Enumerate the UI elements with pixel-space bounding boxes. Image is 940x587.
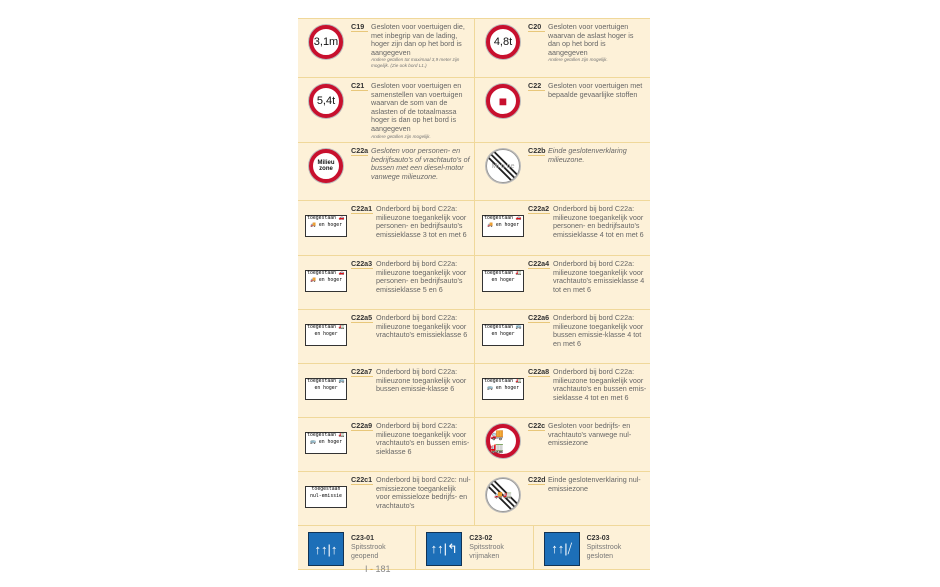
page-label: 181 bbox=[375, 564, 391, 574]
sign-code: C22d bbox=[528, 475, 546, 484]
sign-description bbox=[376, 368, 471, 413]
description-text: Gesloten voor voertuigen waarvan de aslast hoger is dan op het bord is aangegeven bbox=[548, 22, 634, 57]
sign-cell-c21 bbox=[298, 78, 474, 142]
sign-description bbox=[376, 205, 471, 251]
description-text: Gesloten voor voertuigen en samenstellen van voertuigen waarvan de som van de aslasten of de totaalmassa hoger is dan op het bord is aangegeven bbox=[371, 81, 463, 133]
lane-sign-icon: ↑↑|⧸ bbox=[544, 532, 580, 566]
description-text: Einde geslotenverklaring nul-emissiezone bbox=[548, 475, 641, 493]
sign-image bbox=[301, 260, 351, 305]
table-row bbox=[298, 364, 650, 418]
sub-sign-plate-icon: toegestaan 🚌 en hoger bbox=[482, 324, 524, 346]
sign-text bbox=[351, 476, 471, 521]
sign-code: C22a5 bbox=[351, 313, 373, 322]
prohibition-sign-icon: 3,1m bbox=[309, 25, 343, 59]
lane-cell-c23-03 bbox=[533, 526, 650, 569]
sign-cell-c22a6 bbox=[474, 310, 650, 363]
sign-image bbox=[419, 530, 469, 565]
table-row bbox=[298, 418, 650, 472]
table-row bbox=[298, 201, 650, 256]
sign-text bbox=[528, 314, 647, 359]
sign-cell-c22a8 bbox=[474, 364, 650, 417]
sign-code: C23-01 bbox=[351, 535, 374, 542]
sub-sign-plate-icon: toegestaan nul-emissie bbox=[305, 486, 347, 508]
sign-code: C22a1 bbox=[351, 204, 373, 213]
sign-cell-c22a1 bbox=[298, 201, 474, 255]
sign-text bbox=[351, 530, 391, 565]
sign-text bbox=[528, 368, 647, 413]
description-note: Andere getallen zijn mogelijk. bbox=[548, 57, 608, 63]
sign-description: Spitsstrook gesloten bbox=[586, 544, 622, 560]
sign-text bbox=[528, 23, 647, 73]
sign-image bbox=[478, 23, 528, 73]
sign-text bbox=[528, 422, 647, 467]
sign-code: C22b bbox=[528, 146, 546, 155]
sign-cell-c22a3 bbox=[298, 256, 474, 309]
sign-image bbox=[478, 476, 528, 521]
sign-code: C22 bbox=[528, 82, 545, 91]
description-text: Onderbord bij bord C22a: milieuzone toegankelijk voor personen- en bedrijfsauto's emissieklasse 5 en 6 bbox=[376, 259, 467, 294]
sign-text bbox=[528, 147, 647, 196]
sign-description bbox=[376, 260, 471, 305]
description-note: Andere getallen zijn mogelijk. bbox=[371, 133, 431, 139]
sign-image bbox=[478, 147, 528, 196]
sign-cell-c22a4 bbox=[474, 256, 650, 309]
description-text: Onderbord bij bord C22a: milieuzone toegankelijk voor personen- en bedrijfsauto's emissieklasse 3 tot en met 6 bbox=[376, 204, 467, 239]
sign-code: C22a bbox=[351, 146, 369, 155]
table-row bbox=[298, 78, 650, 143]
sub-sign-plate-icon: toegestaan 🚗🚚 en hoger bbox=[482, 215, 524, 237]
end-prohibition-sign-icon: Mi u ne bbox=[486, 149, 520, 183]
sign-description bbox=[548, 23, 647, 73]
sign-cell-c22b bbox=[474, 143, 650, 200]
description-text: Onderbord bij bord C22a: milieuzone toegankelijk voor bussen emissie-klasse 4 tot en met 6 bbox=[553, 313, 644, 348]
lane-cell-c23-02 bbox=[415, 526, 532, 569]
end-prohibition-sign-icon: 🚚🚛 bbox=[486, 478, 520, 512]
sign-code: C23-03 bbox=[586, 535, 610, 542]
sign-text bbox=[528, 205, 647, 251]
sign-image bbox=[537, 530, 587, 565]
sub-sign-plate-icon: toegestaan 🚛 en hoger bbox=[305, 324, 347, 346]
description-text: Onderbord bij bord C22c: nul-emissiezone toegankelijk voor emissieloze bedrijfs- en vrachtauto's bbox=[376, 475, 471, 510]
sign-text bbox=[351, 82, 471, 138]
lane-cell-c23-01 bbox=[298, 526, 415, 569]
sign-text bbox=[351, 314, 471, 359]
sign-description bbox=[376, 314, 471, 359]
sign-cell-c22d bbox=[474, 472, 650, 525]
description-note: Andere getallen tot maximaal 3,9 meter zijn mogelijk. (Zie ook bord L1.) bbox=[371, 57, 460, 68]
sign-text bbox=[587, 530, 627, 565]
sub-sign-plate-icon: toegestaan 🚌 en hoger bbox=[305, 378, 347, 400]
lane-sign-icon: ↑↑|↑ bbox=[308, 532, 344, 566]
sign-description bbox=[548, 147, 647, 196]
sign-text bbox=[351, 147, 471, 196]
sub-sign-plate-icon: toegestaan 🚗🚚 en hoger bbox=[305, 215, 347, 237]
sign-code: C22a2 bbox=[528, 204, 550, 213]
sign-code: C22a7 bbox=[351, 367, 373, 376]
sign-description bbox=[553, 314, 647, 359]
description-text: Einde geslotenverklaring milieuzone. bbox=[548, 146, 627, 164]
sign-cell-c22 bbox=[474, 78, 650, 142]
sign-cell-c19 bbox=[298, 19, 474, 77]
sign-description bbox=[371, 82, 471, 138]
sign-image bbox=[301, 476, 351, 521]
sub-sign-plate-icon: toegestaan 🚛🚌 en hoger bbox=[482, 378, 524, 400]
sign-code: C22c bbox=[528, 421, 546, 430]
prohibition-sign-icon: 🚚🚛 bbox=[486, 424, 520, 458]
table-row-lanes bbox=[298, 526, 650, 570]
sign-image bbox=[478, 205, 528, 251]
sign-image bbox=[478, 82, 528, 138]
page-number bbox=[365, 564, 391, 574]
prohibition-sign-icon: 4,8t bbox=[486, 25, 520, 59]
sign-code: C19 bbox=[351, 23, 368, 32]
sign-description bbox=[548, 476, 647, 521]
sign-text bbox=[351, 205, 471, 251]
sign-code: C22a9 bbox=[351, 421, 373, 430]
sign-code: C22c1 bbox=[351, 475, 373, 484]
sign-description bbox=[553, 368, 647, 413]
prohibition-sign-icon: Milieu zone bbox=[309, 149, 343, 183]
table-row bbox=[298, 19, 650, 78]
sign-code: C22a8 bbox=[528, 367, 550, 376]
description-text: Onderbord bij bord C22a: milieuzone toegankelijk voor vrachtauto's emissieklasse 4 tot en met 6 bbox=[553, 259, 645, 294]
sign-text bbox=[351, 422, 471, 467]
sign-image bbox=[301, 205, 351, 251]
sub-sign-plate-icon: toegestaan 🚛🚌 en hoger bbox=[305, 432, 347, 454]
sign-image bbox=[301, 82, 351, 138]
sign-cell-c22a5 bbox=[298, 310, 474, 363]
separator: - bbox=[370, 564, 374, 574]
sign-image bbox=[478, 422, 528, 467]
sign-description bbox=[376, 422, 471, 467]
sign-description bbox=[553, 205, 647, 251]
sign-table bbox=[298, 18, 650, 570]
table-row bbox=[298, 256, 650, 310]
sign-image bbox=[301, 147, 351, 196]
description-text: Onderbord bij bord C22a: milieuzone toegankelijk voor vrachtauto's emissieklasse 6 bbox=[376, 313, 468, 340]
sign-text bbox=[528, 82, 647, 138]
sign-text bbox=[528, 260, 647, 305]
sign-cell-c20 bbox=[474, 19, 650, 77]
sign-cell-c22a9 bbox=[298, 418, 474, 471]
sign-image bbox=[301, 314, 351, 359]
sub-sign-plate-icon: toegestaan 🚗🚚 en hoger bbox=[305, 270, 347, 292]
sign-image bbox=[301, 23, 351, 73]
sign-text bbox=[469, 530, 509, 565]
sign-cell-c22c1 bbox=[298, 472, 474, 525]
sign-text bbox=[528, 476, 647, 521]
sign-text bbox=[351, 368, 471, 413]
sign-image bbox=[301, 422, 351, 467]
sign-image bbox=[301, 530, 351, 565]
sign-cell-c22a2 bbox=[474, 201, 650, 255]
description-text: Onderbord bij bord C22a: milieuzone toegankelijk voor vrachtauto's en bussen emis-sieklasse 6 bbox=[376, 421, 470, 456]
sign-description bbox=[553, 260, 647, 305]
sign-image bbox=[301, 368, 351, 413]
lane-sign-icon: ↑↑|↰ bbox=[426, 532, 462, 566]
sign-code: C22a4 bbox=[528, 259, 550, 268]
description-text: Gesloten voor personen- en bedrijfsauto's of vrachtauto's of bussen met een diesel-motor vanwege milieuzone. bbox=[371, 146, 470, 181]
sign-image bbox=[478, 314, 528, 359]
description-text: Gesloten voor voertuigen die, met inbegrip van de lading, hoger zijn dan op het bord is aangegeven bbox=[371, 22, 465, 57]
table-row bbox=[298, 310, 650, 364]
sign-description bbox=[548, 422, 647, 467]
description-text: Onderbord bij bord C22a: milieuzone toegankelijk voor personen- en bedrijfsauto's emissieklasse 4 tot en met 6 bbox=[553, 204, 644, 239]
prohibition-sign-icon: 5,4t bbox=[309, 84, 343, 118]
description-text: Onderbord bij bord C22a: milieuzone toegankelijk voor bussen emissie-klasse 6 bbox=[376, 367, 467, 394]
sub-sign-plate-icon: toegestaan 🚛 en hoger bbox=[482, 270, 524, 292]
table-row bbox=[298, 472, 650, 526]
sign-text bbox=[351, 260, 471, 305]
sign-cell-c22c bbox=[474, 418, 650, 471]
sign-text bbox=[351, 23, 471, 73]
description-text: Gesloten voor voertuigen met bepaalde gevaarlijke stoffen bbox=[548, 81, 643, 99]
sign-image bbox=[478, 368, 528, 413]
sign-image bbox=[478, 260, 528, 305]
table-row bbox=[298, 143, 650, 201]
sign-description bbox=[548, 82, 647, 138]
description-text: Onderbord bij bord C22a: milieuzone toegankelijk voor vrachtauto's en bussen emis-sieklasse 4 tot en met 6 bbox=[553, 367, 647, 402]
prohibition-sign-icon: ■ bbox=[486, 84, 520, 118]
sign-description bbox=[371, 147, 471, 196]
sign-description bbox=[376, 476, 471, 521]
sign-description bbox=[371, 23, 471, 73]
sign-code: C21 bbox=[351, 82, 368, 91]
section-label: I bbox=[365, 564, 368, 574]
sign-code: C22a3 bbox=[351, 259, 373, 268]
sign-cell-c22a7 bbox=[298, 364, 474, 417]
sign-code: C22a6 bbox=[528, 313, 550, 322]
sign-code: C23-02 bbox=[469, 535, 493, 542]
description-text: Gesloten voor bedrijfs- en vrachtauto's vanwege nul-emissiezone bbox=[548, 421, 632, 448]
sign-description: Spitsstrook vrijmaken bbox=[469, 544, 504, 560]
sign-cell-c22a bbox=[298, 143, 474, 200]
sign-code: C20 bbox=[528, 23, 545, 32]
sign-description: Spitsstrook geopend bbox=[351, 544, 386, 560]
